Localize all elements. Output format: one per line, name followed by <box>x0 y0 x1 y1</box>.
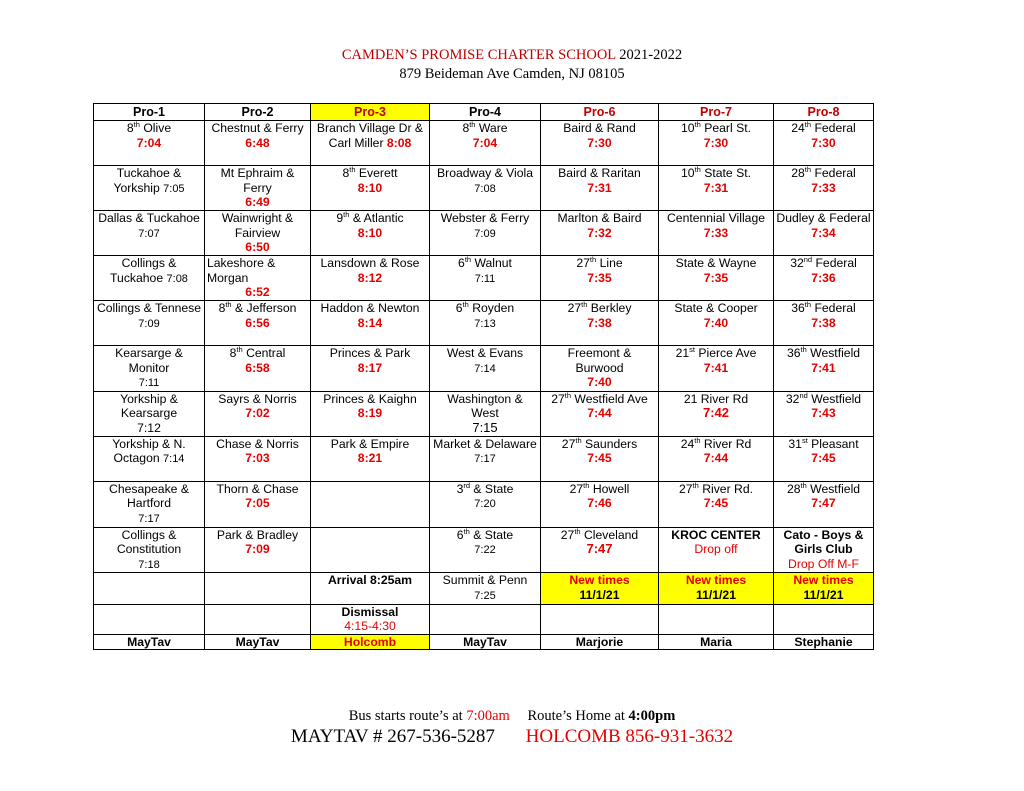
stop-cell: Broadway & Viola 7:08 <box>430 166 541 211</box>
stop-cell: Park & Empire 8:21 <box>311 436 430 481</box>
stop-cell: 10th State St. 7:31 <box>659 166 774 211</box>
table-row <box>94 301 874 346</box>
table-row <box>94 481 874 527</box>
stop-cell: Yorkship & Kearsarge 7:12 <box>94 391 205 436</box>
contact-line <box>0 726 1024 748</box>
stop-cell: 31st Pleasant 7:45 <box>774 436 874 481</box>
col-header-pro8: Pro-8 <box>774 104 874 121</box>
table-row <box>94 391 874 436</box>
stop-cell: Chestnut & Ferry 6:48 <box>205 121 311 166</box>
stop-cell: 36th Federal 7:38 <box>774 301 874 346</box>
driver-cell: Holcomb <box>311 634 430 650</box>
empty-cell <box>205 573 311 604</box>
bus-schedule-table <box>93 103 874 650</box>
school-name: CAMDEN’S PROMISE CHARTER SCHOOL <box>341 47 616 63</box>
stop-cell: 9th & Atlantic 8:10 <box>311 211 430 256</box>
holcomb-phone: HOLCOMB 856-931-3632 <box>525 726 734 747</box>
col-header-pro2: Pro-2 <box>205 104 311 121</box>
stop-cell: Sayrs & Norris 7:02 <box>205 391 311 436</box>
home-time: 4:00pm <box>628 708 676 724</box>
stop-cell: Collings & Constitution 7:18 <box>94 527 205 573</box>
school-year: 2021-2022 <box>619 47 683 63</box>
stop-cell: 24th Federal 7:30 <box>774 121 874 166</box>
starts-time: 7:00am <box>466 708 510 724</box>
stop-cell: 3rd & State 7:20 <box>430 481 541 527</box>
stop-cell: Marlton & Baird 7:32 <box>541 211 659 256</box>
stop-cell: Park & Bradley 7:09 <box>205 527 311 573</box>
stop-cell: Chase & Norris 7:03 <box>205 436 311 481</box>
table-row <box>94 121 874 166</box>
stop-cell: Lansdown & Rose 8:12 <box>311 256 430 301</box>
col-header-pro3: Pro-3 <box>311 104 430 121</box>
stop-cell: 27th Westfield Ave 7:44 <box>541 391 659 436</box>
stop-cell: 21st Pierce Ave 7:41 <box>659 346 774 392</box>
driver-cell: MayTav <box>205 634 311 650</box>
stop-cell: Webster & Ferry 7:09 <box>430 211 541 256</box>
table-row <box>94 527 874 573</box>
table-row <box>94 211 874 256</box>
school-title-line <box>0 46 1024 65</box>
stop-cell: Princes & Park 8:17 <box>311 346 430 392</box>
header-row <box>94 104 874 121</box>
stop-cell: Summit & Penn 7:25 <box>430 573 541 604</box>
stop-cell: 6th Royden 7:13 <box>430 301 541 346</box>
stop-cell: Washington & West 7:15 <box>430 391 541 436</box>
stop-cell: 27th Cleveland 7:47 <box>541 527 659 573</box>
arrival-cell: Arrival 8:25am <box>311 573 430 604</box>
stop-cell: Lakeshore & Morgan 6:52 <box>205 256 311 301</box>
stop-cell: Kearsarge & Monitor 7:11 <box>94 346 205 392</box>
empty-cell <box>659 604 774 634</box>
col-header-pro7: Pro-7 <box>659 104 774 121</box>
stop-cell: 10th Pearl St. 7:30 <box>659 121 774 166</box>
stop-cell: Tuckahoe & Yorkship 7:05 <box>94 166 205 211</box>
driver-cell: MayTav <box>94 634 205 650</box>
stop-cell: Cato - Boys & Girls Club Drop Off M-F <box>774 527 874 573</box>
stop-cell: 27th River Rd. 7:45 <box>659 481 774 527</box>
driver-cell: MayTav <box>430 634 541 650</box>
stop-cell: Chesapeake & Hartford 7:17 <box>94 481 205 527</box>
stop-cell: Collings & Tuckahoe 7:08 <box>94 256 205 301</box>
stop-cell: 27th Line 7:35 <box>541 256 659 301</box>
col-header-pro1: Pro-1 <box>94 104 205 121</box>
stop-cell: 32nd Westfield 7:43 <box>774 391 874 436</box>
stop-cell: West & Evans 7:14 <box>430 346 541 392</box>
table-row <box>94 346 874 392</box>
empty-cell <box>430 604 541 634</box>
stop-cell: Freemont & Burwood 7:40 <box>541 346 659 392</box>
stop-cell: 32nd Federal 7:36 <box>774 256 874 301</box>
stop-cell: Market & Delaware 7:17 <box>430 436 541 481</box>
empty-cell <box>94 573 205 604</box>
stop-cell: Yorkship & N. Octagon 7:14 <box>94 436 205 481</box>
stop-cell: Dallas & Tuckahoe 7:07 <box>94 211 205 256</box>
stop-cell: Princes & Kaighn 8:19 <box>311 391 430 436</box>
table-row <box>94 166 874 211</box>
stop-cell: Centennial Village 7:33 <box>659 211 774 256</box>
new-times-cell: New times 11/1/21 <box>774 573 874 604</box>
empty-cell <box>311 481 430 527</box>
route-times-line <box>0 708 1024 725</box>
stop-cell: Branch Village Dr & Carl Miller 8:08 <box>311 121 430 166</box>
empty-cell <box>205 604 311 634</box>
stop-cell: Collings & Tennese 7:09 <box>94 301 205 346</box>
stop-cell: 8th & Jefferson 6:56 <box>205 301 311 346</box>
col-header-pro6: Pro-6 <box>541 104 659 121</box>
table-row <box>94 256 874 301</box>
document-header <box>0 46 1024 84</box>
stop-cell: Haddon & Newton 8:14 <box>311 301 430 346</box>
stop-cell: 21 River Rd 7:42 <box>659 391 774 436</box>
new-times-cell: New times 11/1/21 <box>659 573 774 604</box>
stop-cell: State & Cooper 7:40 <box>659 301 774 346</box>
stop-cell: Thorn & Chase 7:05 <box>205 481 311 527</box>
table-row <box>94 604 874 634</box>
stop-cell: State & Wayne 7:35 <box>659 256 774 301</box>
stop-cell: Dudley & Federal 7:34 <box>774 211 874 256</box>
stop-cell: 36th Westfield 7:41 <box>774 346 874 392</box>
empty-cell <box>774 604 874 634</box>
driver-cell: Marjorie <box>541 634 659 650</box>
stop-cell: Mt Ephraim & Ferry 6:49 <box>205 166 311 211</box>
school-address: 879 Beideman Ave Camden, NJ 08105 <box>399 66 625 82</box>
stop-cell: Wainwright & Fairview 6:50 <box>205 211 311 256</box>
driver-cell: Stephanie <box>774 634 874 650</box>
stop-cell: 8th Central 6:58 <box>205 346 311 392</box>
stop-cell: 8th Everett 8:10 <box>311 166 430 211</box>
stop-cell: 28th Westfield 7:47 <box>774 481 874 527</box>
new-times-cell: New times 11/1/21 <box>541 573 659 604</box>
table-row <box>94 436 874 481</box>
starts-label: Bus starts route’s at <box>348 708 463 724</box>
stop-cell: 24th River Rd 7:44 <box>659 436 774 481</box>
stop-cell: Baird & Rand 7:30 <box>541 121 659 166</box>
stop-cell: 8th Ware 7:04 <box>430 121 541 166</box>
stop-cell: 6th & State 7:22 <box>430 527 541 573</box>
stop-cell: 27th Berkley 7:38 <box>541 301 659 346</box>
empty-cell <box>311 527 430 573</box>
col-header-pro4: Pro-4 <box>430 104 541 121</box>
empty-cell <box>541 604 659 634</box>
empty-cell <box>94 604 205 634</box>
stop-cell: 27th Howell 7:46 <box>541 481 659 527</box>
table-row <box>94 573 874 604</box>
home-label: Route’s Home at <box>527 708 625 724</box>
stop-cell: 27th Saunders 7:45 <box>541 436 659 481</box>
stop-cell: 28th Federal 7:33 <box>774 166 874 211</box>
stop-cell: 6th Walnut 7:11 <box>430 256 541 301</box>
maytav-phone: MAYTAV # 267-536-5287 <box>290 726 495 747</box>
stop-cell: KROC CENTER Drop off <box>659 527 774 573</box>
drivers-row <box>94 634 874 650</box>
stop-cell: 8th Olive 7:04 <box>94 121 205 166</box>
stop-cell: Baird & Raritan 7:31 <box>541 166 659 211</box>
driver-cell: Maria <box>659 634 774 650</box>
dismissal-cell: Dismissal 4:15-4:30 <box>311 604 430 634</box>
